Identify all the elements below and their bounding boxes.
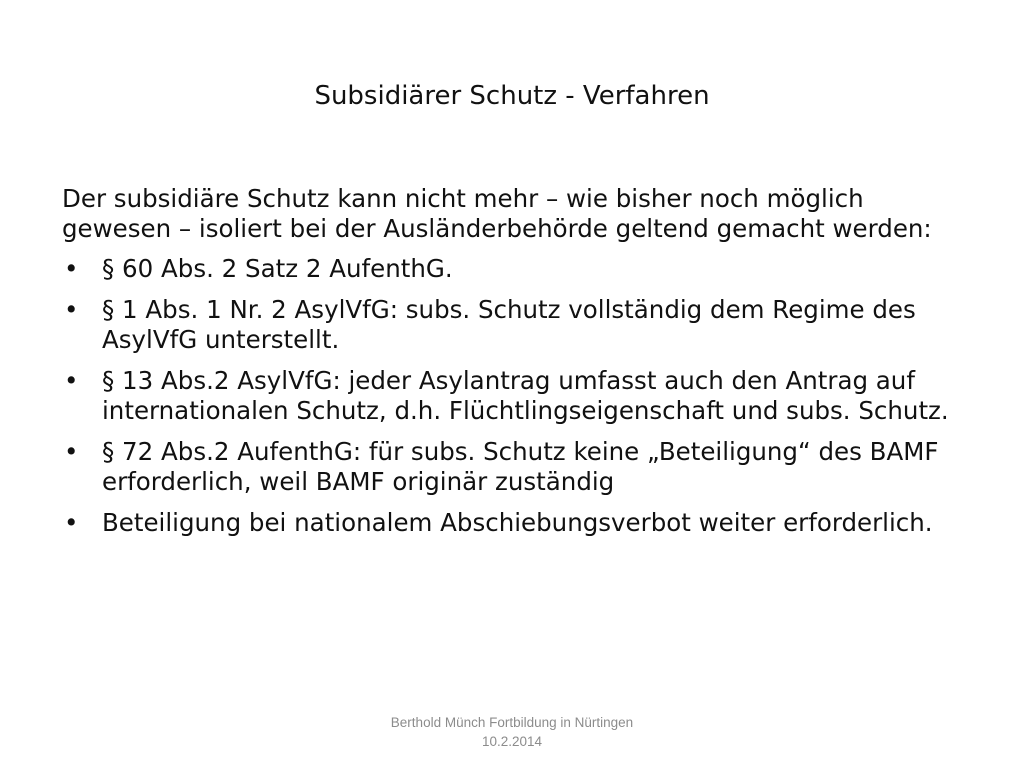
bullet-icon: • [64, 508, 79, 537]
slide-title: Subsidiärer Schutz - Verfahren [314, 81, 710, 111]
bullet-icon: • [64, 437, 79, 466]
bullet-list [62, 254, 962, 538]
footer-date: 10.2.2014 [481, 734, 543, 749]
bullet-icon: • [64, 295, 79, 324]
list-item [62, 366, 962, 426]
list-item-text: Beteiligung bei nationalem Abschiebungsverbot weiter erforderlich. [102, 508, 933, 537]
list-item-text: § 1 Abs. 1 Nr. 2 AsylVfG: subs. Schutz vollständig dem Regime des AsylVfG unterstellt. [102, 295, 916, 354]
list-item [62, 295, 962, 355]
bullet-icon: • [64, 254, 79, 283]
list-item-text: § 72 Abs.2 AufenthG: für subs. Schutz keine „Beteiligung“ des BAMF erforderlich, weil BAMF originär zuständig [102, 437, 939, 496]
intro-paragraph: Der subsidiäre Schutz kann nicht mehr – wie bisher noch möglich gewesen – isoliert bei der Ausländerbehörde geltend gemacht werden: [62, 184, 932, 243]
bullet-icon: • [64, 366, 79, 395]
slide-body [62, 184, 962, 549]
list-item [62, 254, 962, 284]
slide-footer [0, 713, 1024, 751]
list-item [62, 508, 962, 538]
list-item-text: § 60 Abs. 2 Satz 2 AufenthG. [102, 254, 453, 283]
list-item [62, 437, 962, 497]
list-item-text: § 13 Abs.2 AsylVfG: jeder Asylantrag umfasst auch den Antrag auf internationalen Schutz, d.h. Flüchtlingseigenschaft und subs. Schutz. [102, 366, 949, 425]
footer-author: Berthold Münch Fortbildung in Nürtingen [390, 715, 634, 730]
